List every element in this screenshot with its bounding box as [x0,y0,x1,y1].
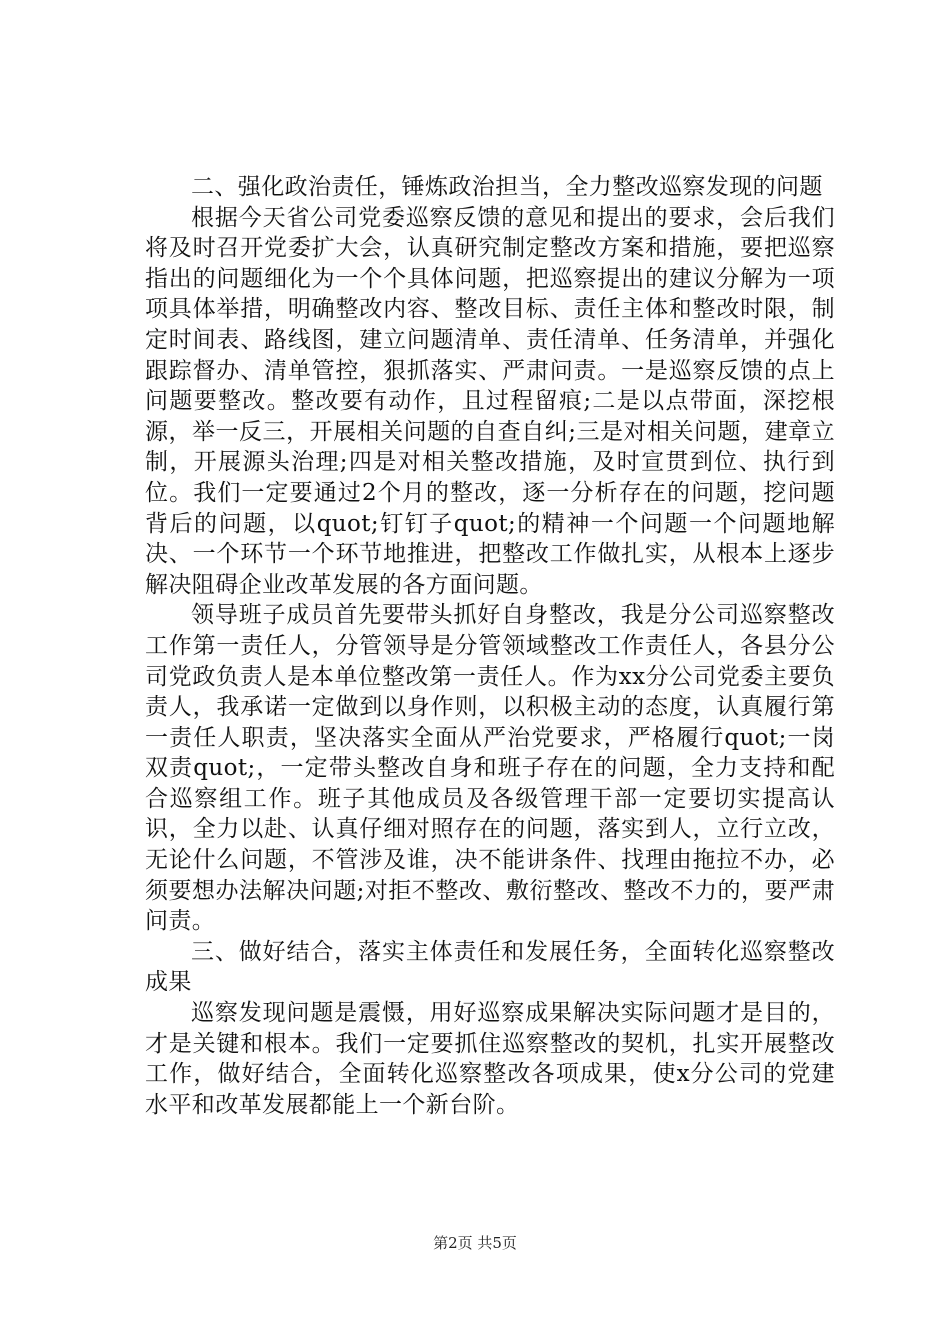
document-body [145,172,835,1120]
section-heading-two: 二、强化政治责任，锤炼政治担当，全力整改巡察发现的问题 [191,174,823,200]
page-number-footer: 第2页 共5页 [433,1234,517,1252]
body-paragraph: 领导班子成员首先要带头抓好自身整改，我是分公司巡察整改工作第一责任人，分管领导是分管领域整改工作责任人，各县分公司党政负责人是本单位整改第一责任人。作为xx分公司党委主要负责人，我承诺一定做到以身作则，以积极主动的态度，认真履行第一责任人职责，坚决落实全面从严治党要求，严格履行quot;一岗双责quot;，一定带头整改自身和班子存在的问题，全力支持和配合巡察组工作。班子其他成员及各级管理干部一定要切实提高认识，全力以赴、认真仔细对照存在的问题，落实到人，立行立改，无论什么问题，不管涉及谁，决不能讲条件、找理由拖拉不办，必须要想办法解决问题;对拒不整改、敷衍整改、整改不力的，要严肃问责。 [145,602,835,935]
body-paragraph: 根据今天省公司党委巡察反馈的意见和提出的要求，会后我们将及时召开党委扩大会，认真研究制定整改方案和措施，要把巡察指出的问题细化为一个个具体问题，把巡察提出的建议分解为一项项具体举措，明确整改内容、整改目标、责任主体和整改时限，制定时间表、路线图，建立问题清单、责任清单、任务清单，并强化跟踪督办、清单管控，狠抓落实、严肃问责。一是巡察反馈的点上问题要整改。整改要有动作，且过程留痕;二是以点带面，深挖根源，举一反三，开展相关问题的自查自纠;三是对相关问题，建章立制，开展源头治理;四是对相关整改措施，及时宣贯到位、执行到位。我们一定要通过2个月的整改，逐一分析存在的问题，挖问题背后的问题，以quot;钉钉子quot;的精神一个问题一个问题地解决、一个环节一个环节地推进，把整改工作做扎实，从根本上逐步解决阻碍企业改革发展的各方面问题。 [145,204,835,598]
section-heading-three: 三、做好结合，落实主体责任和发展任务，全面转化巡察整改成果 [145,938,835,996]
body-paragraph: 巡察发现问题是震慑，用好巡察成果解决实际问题才是目的，才是关键和根本。我们一定要抓住巡察整改的契机，扎实开展整改工作，做好结合，全面转化巡察整改各项成果，使x分公司的党建水平和改革发展都能上一个新台阶。 [145,1000,835,1118]
